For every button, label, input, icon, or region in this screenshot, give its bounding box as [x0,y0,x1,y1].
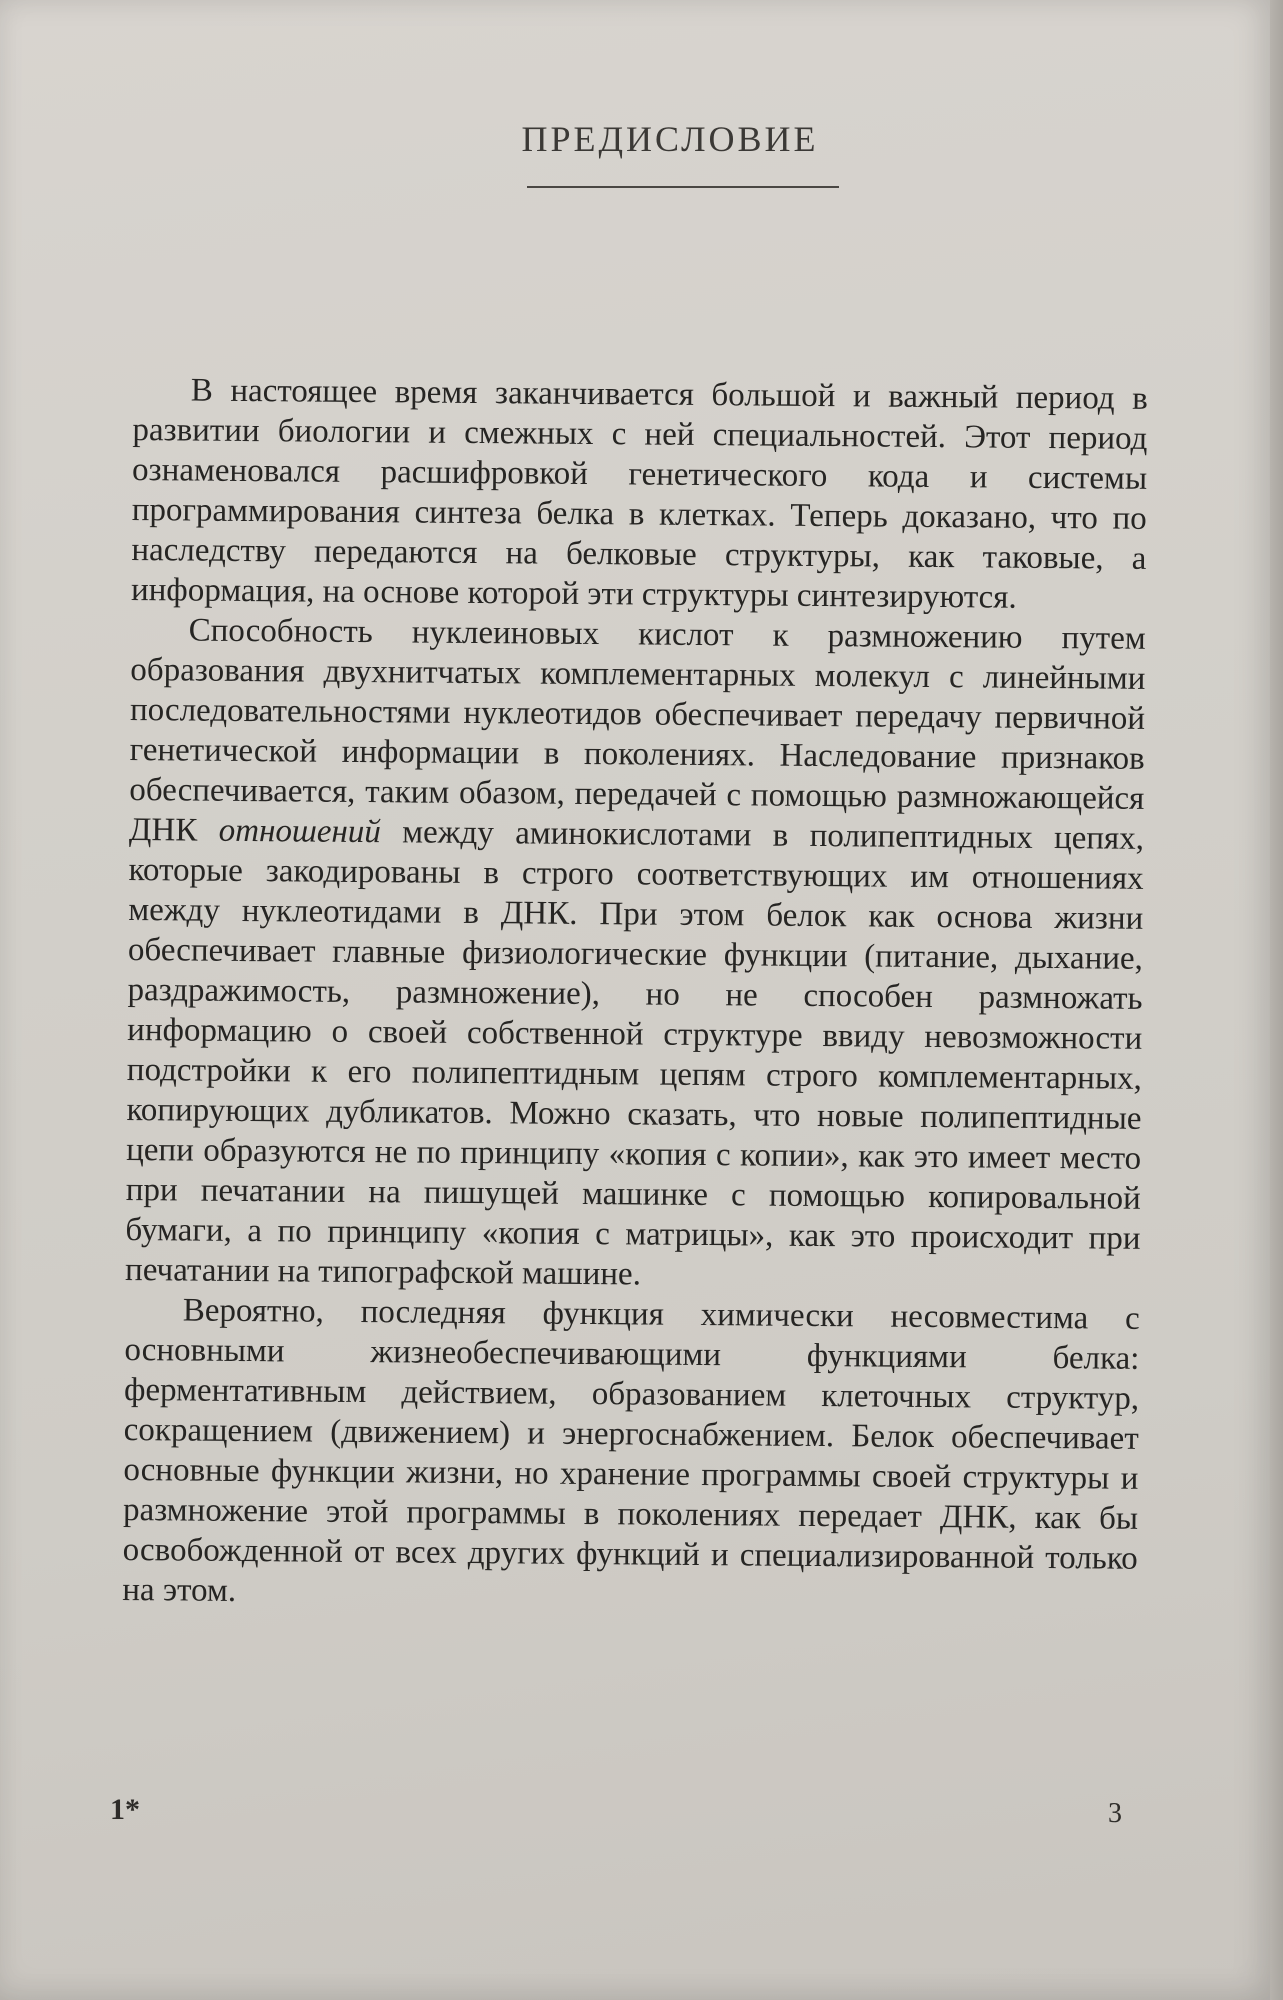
paragraph-1: В настоящее время заканчивается большой и важный период в развитии биологии и смежных с ней специальностей. Этот период ознаменовался расшифровкой генетического кода и системы программирования синтеза белка в клетках. Теперь доказано, что по наследству передаются на белковые структуры, как таковые, а информация, на основе которой эти структуры синтезируются. [130,372,1148,616]
paragraph-2-end: между аминокислотами в полипептидных цепях, которые закодированы в строго соответствующих им отношениях между нуклеотидами в ДНК. При этом белок как основа жизни обеспечивает главные физиологические функции (питание, дыхание, раздражимость, размножение), но не способен размножать информацию о своей собственной структуре ввиду невозможности подстройки к его полипептидным цепям строго комплементарных, копирующих дубликатов. Можно сказать, что новые полипептидные цепи образуются не по принципу «копия с копии», как это имеет место при печатании на пишущей машинке с помощью копировальной бумаги, а по принципу «копия с матрицы», как это происходит при печатании на типографской машине. [124,814,1145,1293]
title-underline [527,186,839,188]
italic-term: отношений [218,812,381,851]
page-number: 3 [1108,1798,1122,1829]
paragraph-2-start: Способность нуклеиновых кислот к размножению путем образования двухнитчатых комплементарных молекул с линейными последовательностями нуклеотидов обеспечивает передачу первичной генетической информации в поколениях. Наследование признаков обеспечивается, таким обазом, передачей с помощью размножающейся ДНК [128,612,1146,849]
page-edge [1270,0,1283,2000]
paragraph-3: Вероятно, последняя функция химически несовместима с основными жизнеобеспечивающими функциями белка: ферментативным действием, образованием клеточных структур, сокращением (движением) и энергоснабжением. Белок обеспечивает основные функции жизни, но хранение программы своей структуры и размножение этой программы в поколениях передает ДНК, как бы освобожденной от всех других функций и специализированной только на этом. [122,1292,1140,1609]
paragraph-2 [125,610,1146,1299]
signature-mark: 1* [110,1793,140,1826]
page-title: ПРЕДИСЛОВИЕ [521,119,819,159]
body-text [122,370,1148,1619]
